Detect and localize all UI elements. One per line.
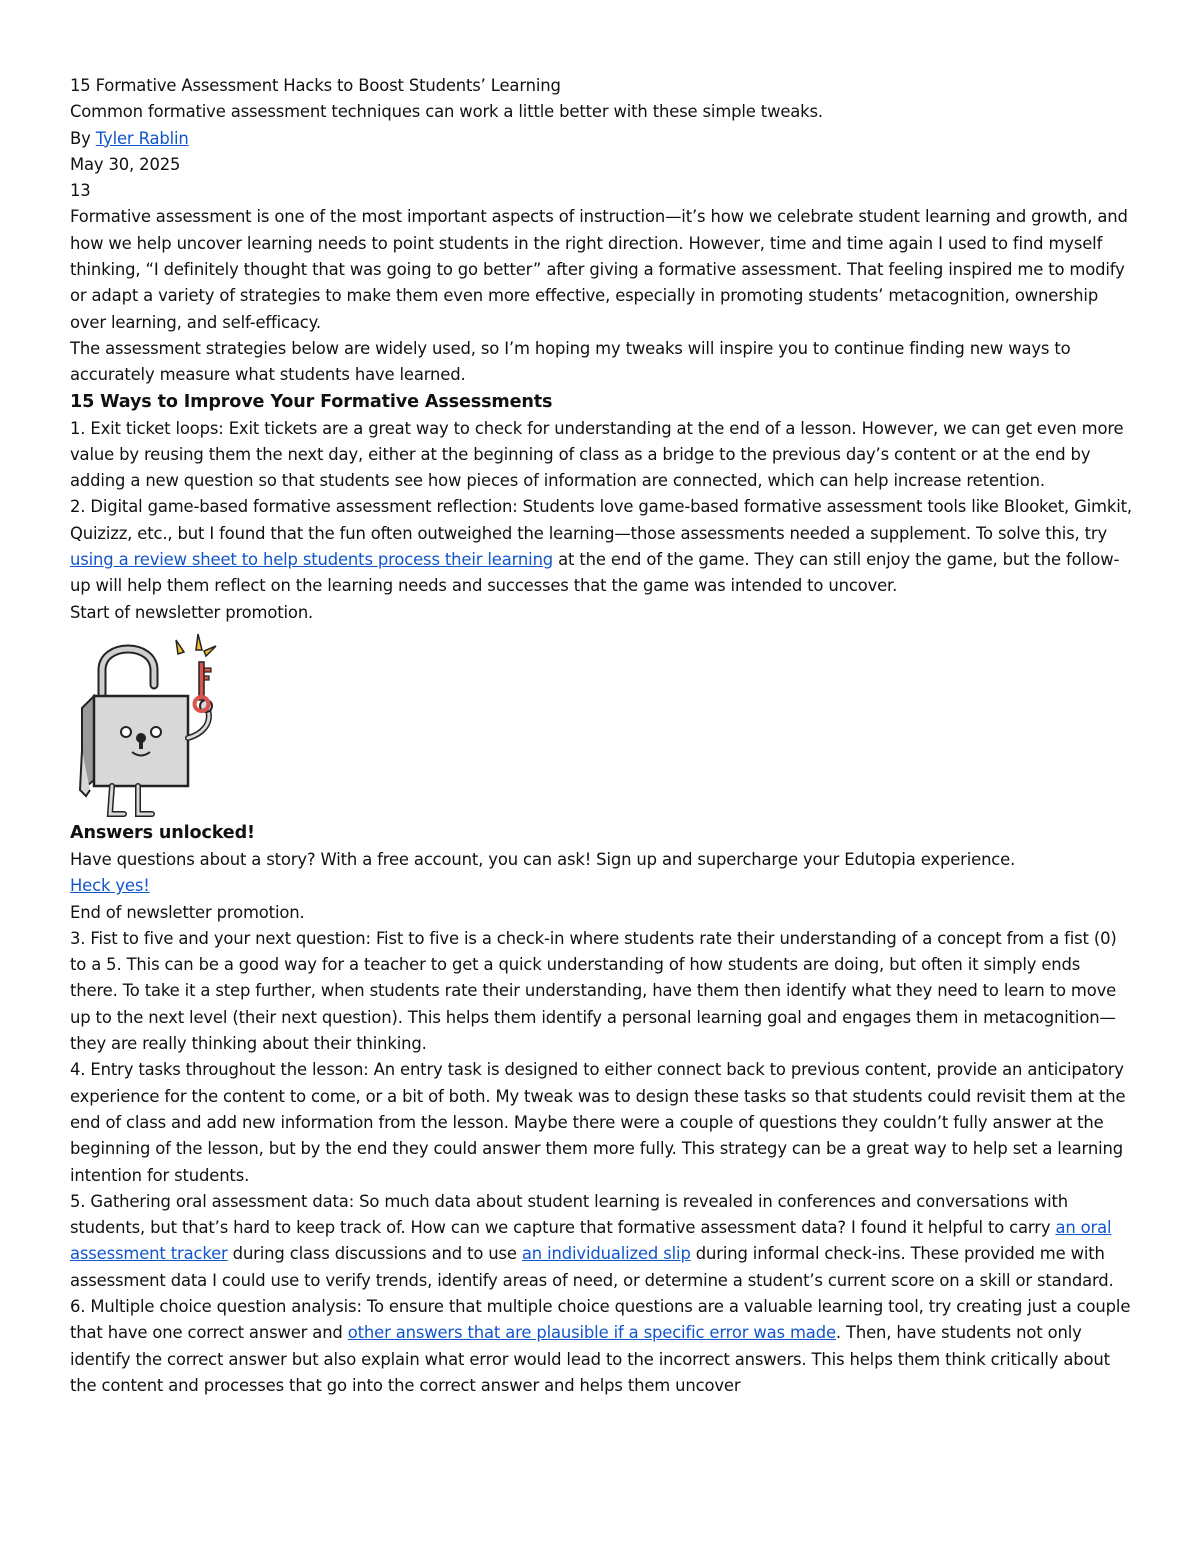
- list-item-5: [70, 1189, 1132, 1294]
- plausible-answers-link[interactable]: other answers that are plausible if a specific error was made: [347, 1323, 836, 1343]
- list-item-5-text-a: 5. Gathering oral assessment data: So much data about student learning is revealed in conferences and conversations with students, but that’s hard to keep track of. How can we capture that formative assessment data? I found it helpful to carry: [70, 1191, 1069, 1238]
- list-item-2-text-b: at the end of the game. They can still enjoy the game, but the follow-up will help them reflect on the learning needs and successes that the game was intended to uncover.: [70, 550, 1120, 596]
- promo-start: Start of newsletter promotion.: [70, 602, 314, 622]
- byline: [70, 126, 1132, 152]
- publish-date: May 30, 2025: [70, 154, 181, 174]
- list-item-2: [70, 494, 1132, 599]
- promo-text: Have questions about a story? With a free account, you can ask! Sign up and supercharge your Edutopia experience.: [70, 849, 1016, 869]
- intro-paragraph-1: Formative assessment is one of the most important aspects of instruction—it’s how we celebrate student learning and growth, and how we help uncover learning needs to point students in the right direction. However, time and time again I used to find myself thinking, “I definitely thought that was going to go better” after giving a formative assessment. That feeling inspired me to modify or adapt a variety of strategies to make them even more effective, especially in promoting students’ metacognition, ownership over learning, and self-efficacy.: [70, 207, 1128, 332]
- list-item-6: [70, 1294, 1132, 1399]
- padlock-with-key-character-icon: [72, 630, 222, 820]
- promo-end: End of newsletter promotion.: [70, 902, 305, 922]
- signup-link[interactable]: Heck yes!: [70, 876, 150, 896]
- list-item-6-text-a: 6. Multiple choice question analysis: To ensure that multiple choice questions are a valuable learning tool, try creating just a couple that have one correct answer and: [70, 1296, 1131, 1343]
- promo-heading: Answers unlocked!: [70, 822, 255, 843]
- list-item-2-text-a: 2. Digital game-based formative assessment reflection: Students love game-based formative assessment tools like Blooket, Gimkit, Quizizz, etc., but I found that the fun often outweighed the learning—those assessments needed a supplement. To solve this, try: [70, 497, 1132, 543]
- promo-link-line: [70, 873, 1132, 899]
- article-subtitle: Common formative assessment techniques can work a little better with these simple tweaks.: [70, 102, 823, 122]
- list-item-3: 3. Fist to five and your next question: Fist to five is a check-in where students rate their understanding of a concept from a fist (0) to a 5. This can be a good way for a teacher to get a quick understanding of how students are doing, but often it simply ends there. To take it a step further, when students rate their understanding, have them then identify what they need to learn to move up to the next level (their next question). This helps them identify a personal learning goal and engages them in metacognition—they are really thinking about their thinking.: [70, 928, 1117, 1054]
- list-item-5-text-c: during informal check-ins. These provided me with assessment data I could use to verify trends, identify areas of need, or determine a student’s current score on a skill or standard.: [70, 1244, 1114, 1290]
- list-item-5-text-b: during class discussions and to use: [227, 1244, 522, 1264]
- article-title: 15 Formative Assessment Hacks to Boost Students’ Learning: [70, 76, 561, 95]
- comment-count: 13: [70, 181, 91, 201]
- byline-prefix: By: [70, 128, 96, 148]
- list-item-1: 1. Exit ticket loops: Exit tickets are a great way to check for understanding at the end of a lesson. However, we can get even more value by reusing them the next day, either at the beginning of class as a bridge to the previous day’s content or at the end by adding a new question so that students see how pieces of information are connected, which can help increase retention.: [70, 418, 1124, 491]
- individualized-slip-link[interactable]: an individualized slip: [521, 1244, 691, 1264]
- document-page: [70, 73, 1132, 1399]
- author-link[interactable]: Tyler Rablin: [95, 128, 189, 148]
- review-sheet-link[interactable]: using a review sheet to help students process their learning: [70, 550, 554, 570]
- oral-assessment-tracker-link[interactable]: an oral assessment tracker: [70, 1218, 1112, 1264]
- list-item-6-text-b: . Then, have students not only identify the correct answer but also explain what error would lead to the incorrect answers. This helps them think critically about the content and processes that go into the correct answer and helps them uncover: [70, 1323, 1110, 1395]
- section-heading: 15 Ways to Improve Your Formative Assessments: [70, 391, 553, 412]
- list-item-4: 4. Entry tasks throughout the lesson: An entry task is designed to either connect back to previous content, provide an anticipatory experience for the content to come, or a bit of both. My tweak was to design these tasks so that students could revisit them at the end of class and add new information from the lesson. Maybe there were a couple of questions they couldn’t fully answer at the beginning of the lesson, but by the end they could answer them more fully. This strategy can be a great way to help set a learning intention for students.: [70, 1060, 1126, 1185]
- intro-paragraph-2: The assessment strategies below are widely used, so I’m hoping my tweaks will inspire you to continue finding new ways to accurately measure what students have learned.: [70, 338, 1071, 385]
